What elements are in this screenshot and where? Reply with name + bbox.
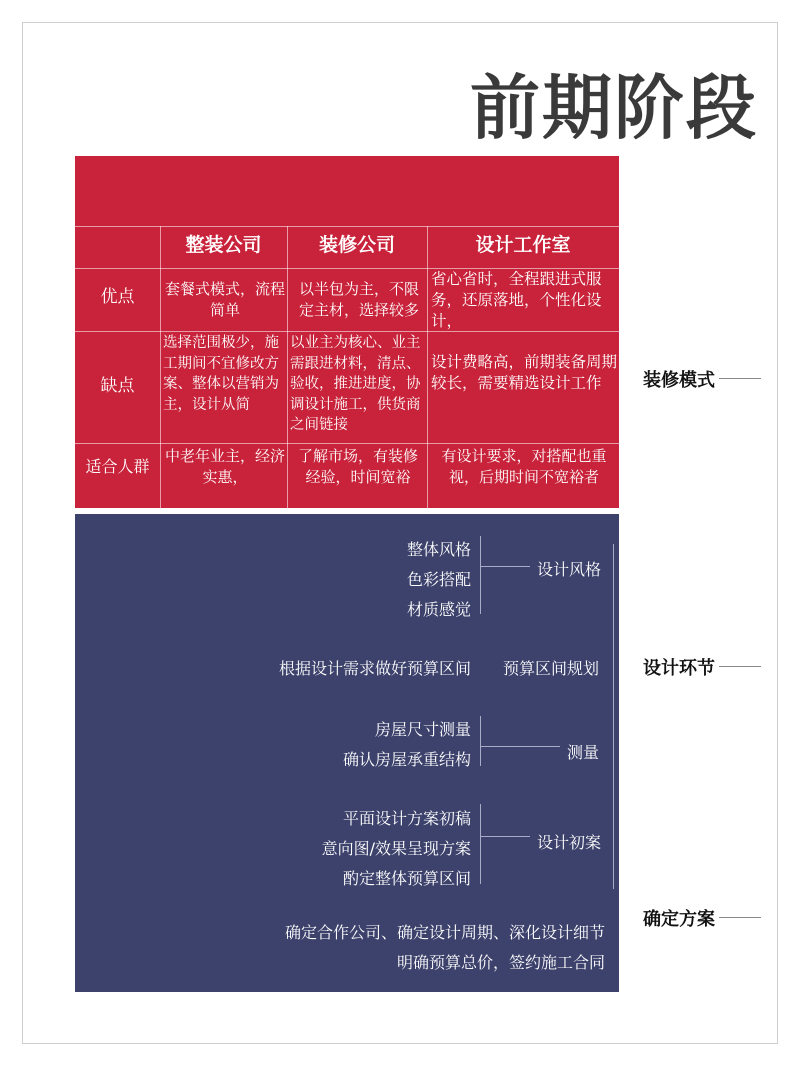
table-cell: 套餐式模式，流程简单 [165, 280, 286, 319]
flow-item: 整体风格 [406, 540, 471, 559]
flow-item: 平面设计方案初稿 [342, 809, 471, 828]
table-cell: 以半包为主，不限定主材，选择较多 [298, 280, 419, 319]
bracket-line [480, 536, 481, 614]
page-title: 前期阶段 [470, 67, 758, 149]
flow-item: 酌定整体预算区间 [342, 869, 471, 888]
table-cell: 中老年业主，经济实惠， [165, 447, 286, 486]
header-design-studio: 设计工作室 [475, 234, 571, 256]
table-divider [287, 226, 288, 508]
row-label-advantages: 优点 [100, 287, 135, 307]
outer-bracket-line [613, 544, 614, 889]
side-label-plan: 确定方案 [643, 909, 715, 930]
group-label-draft: 设计初案 [537, 833, 602, 852]
group-label-measure: 测量 [567, 743, 600, 762]
side-connector [719, 666, 761, 667]
group-label-style: 设计风格 [537, 560, 602, 579]
flow-item: 材质感觉 [406, 600, 471, 619]
table-divider [75, 226, 619, 227]
connector-line [480, 566, 530, 567]
table-cell: 了解市场，有装修经验，时间宽裕 [297, 447, 418, 486]
header-integrated-company: 整装公司 [185, 234, 262, 256]
table-divider [160, 226, 161, 508]
table-divider [427, 226, 428, 508]
table-cell: 选择范围极少，施工期间不宜修改方案、整体以营销为主，设计从简 [163, 335, 279, 413]
header-decoration-company: 装修公司 [318, 234, 395, 256]
flow-item: 根据设计需求做好预算区间 [278, 659, 471, 678]
table-cell: 以业主为核心、业主需跟进材料，清点、验收，推进进度，协调设计施工，供货商之间链接 [290, 335, 421, 433]
side-label-mode: 装修模式 [643, 370, 715, 391]
table-divider [75, 443, 619, 444]
group-label-budget: 预算区间规划 [503, 659, 600, 678]
flow-item: 确认房屋承重结构 [342, 750, 471, 769]
connector-line [480, 836, 530, 837]
comparison-table [75, 156, 619, 508]
row-label-disadvantages: 缺点 [100, 376, 135, 396]
design-flow-panel [75, 514, 619, 992]
table-cell: 设计费略高，前期装备周期较长，需要精选设计工作 [431, 353, 618, 392]
flow-item: 房屋尺寸测量 [374, 720, 471, 739]
final-item: 确定合作公司、确定设计周期、深化设计细节 [284, 923, 605, 942]
side-connector [719, 378, 761, 379]
side-connector [719, 917, 761, 918]
flow-item: 色彩搭配 [406, 570, 471, 589]
final-item: 明确预算总价，签约施工合同 [396, 953, 605, 972]
flow-item: 意向图/效果呈现方案 [321, 839, 471, 858]
side-label-design: 设计环节 [643, 658, 715, 679]
bracket-line [480, 716, 481, 766]
bracket-line [480, 804, 481, 884]
table-cell: 省心省时，全程跟进式服务，还原落地，个性化设计， [431, 270, 602, 330]
connector-line [480, 746, 560, 747]
row-label-target-group: 适合人群 [85, 457, 150, 476]
table-cell: 有设计要求，对搭配也重视，后期时间不宽裕者 [441, 447, 607, 486]
